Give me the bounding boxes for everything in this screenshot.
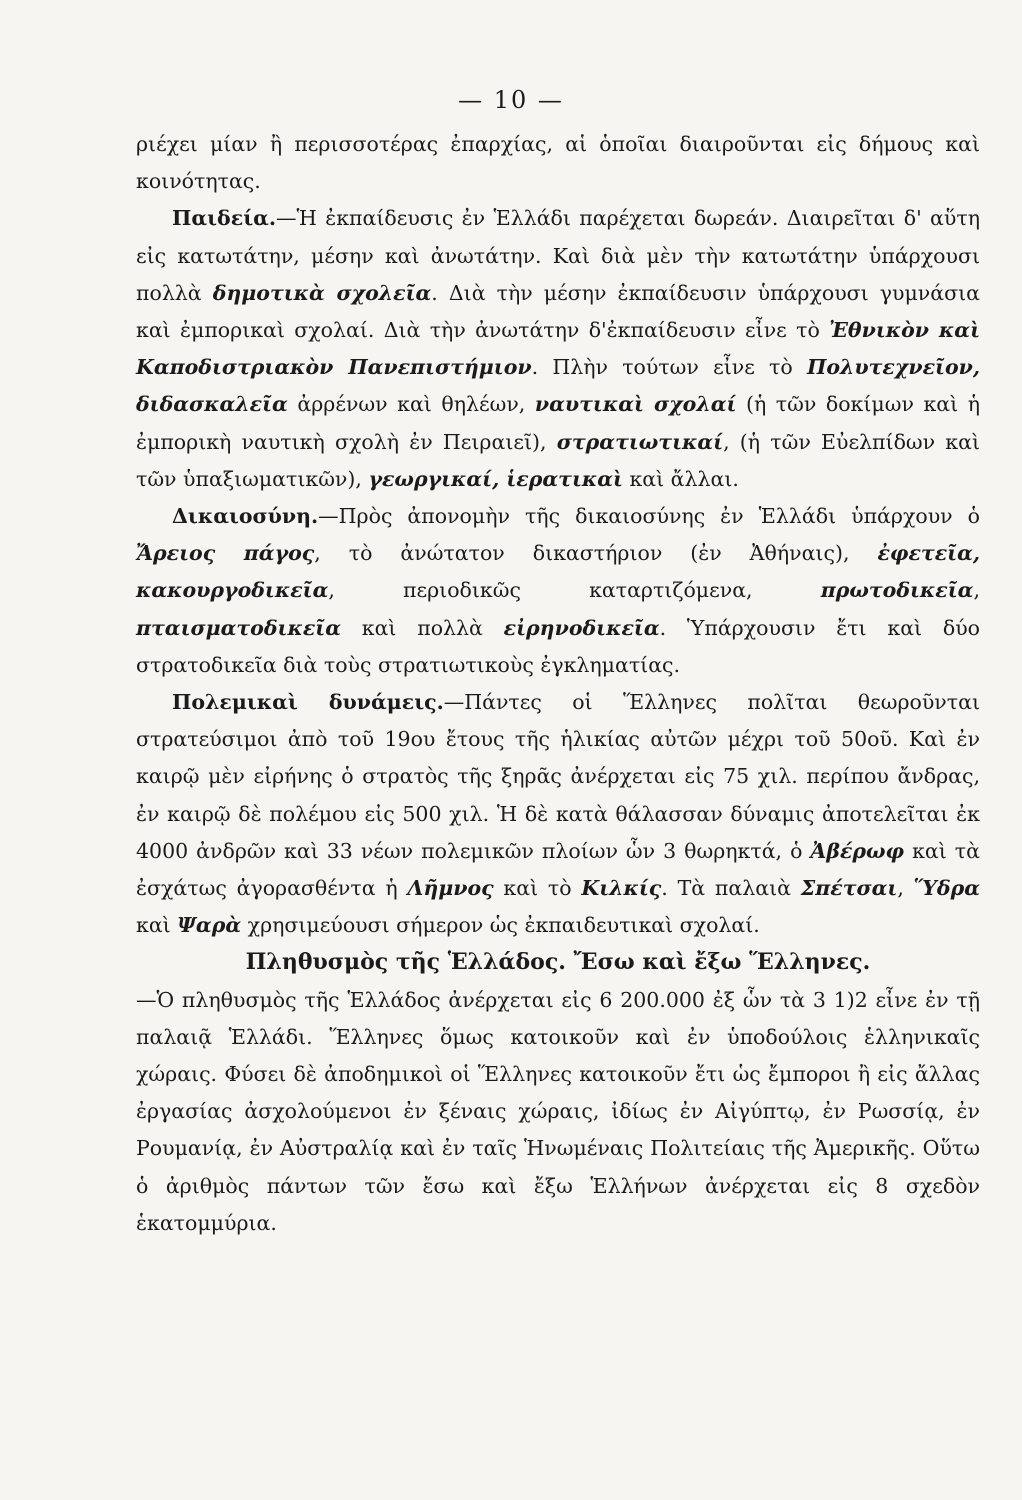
- page-number: — 10 —: [458, 86, 564, 114]
- dikaiosyni-paragraph: Δικαιοσύνη.—Πρὸς ἀπονομὴν τῆς δικαιοσύνης ἐν Ἑλλάδι ὑπάρχουν ὁ Ἄρειος πάγος, τὸ ἀνώτατον δικαστήριον (ἐν Ἀθήναις), ἐφετεῖα, κακουργοδικεῖα, περιοδικῶς καταρτιζόμενα, πρωτοδικεῖα, πταισματοδικεῖα καὶ πολλὰ εἰρηνοδικεῖα. Ὑπάρχουσιν ἔτι καὶ δύο στρατοδικεῖα διὰ τοὺς στρατιωτικοὺς ἐγκληματίας.: [136, 504, 980, 677]
- section-heading-polemikai: Πολεμικαὶ δυνάμεις.: [172, 690, 444, 715]
- page-body: [136, 126, 980, 1242]
- section-heading-paideia: Παιδεία.: [172, 206, 277, 231]
- polemikai-paragraph: Πολεμικαὶ δυνάμεις.—Πάντες οἱ Ἕλληνες πολῖται θεωροῦνται στρατεύσιμοι ἀπὸ τοῦ 19ου ἔτους τῆς ἡλικίας αὐτῶν μέχρι τοῦ 50οῦ. Καὶ ἐν καιρῷ μὲν εἰρήνης ὁ στρατὸς τῆς ξηρᾶς ἀνέρχεται εἰς 75 χιλ. περίπου ἄνδρας, ἐν καιρῷ δὲ πολέμου εἰς 500 χιλ. Ἡ δὲ κατὰ θάλασσαν δύναμις ἀποτελεῖται ἐκ 4000 ἀνδρῶν καὶ 33 νέων πολεμικῶν πλοίων ὧν 3 θωρηκτά, ὁ Ἀβέρωφ καὶ τὰ ἐσχάτως ἀγορασθέντα ἡ Λῆμνος καὶ τὸ Κιλκίς. Τὰ παλαιὰ Σπέτσαι, Ὕδρα καὶ Ψαρὰ χρησιμεύουσι σήμερον ὡς ἐκπαιδευτικαὶ σχολαί.: [136, 690, 980, 938]
- plithysmos-paragraph: —Ὁ πληθυσμὸς τῆς Ἑλλάδος ἀνέρχεται εἰς 6 200.000 ἐξ ὧν τὰ 3 1)2 εἶνε ἐν τῇ παλαιᾷ Ἑλλάδι. Ἕλληνες ὅμως κατοικοῦν καὶ ἐν ὑποδούλοις ἑλληνικαῖς χώραις. Φύσει δὲ ἀποδημικοὶ οἱ Ἕλληνες κατοικοῦν ἔτι ὡς ἔμποροι ἢ εἰς ἄλλας ἐργασίας ἀσχολούμενοι ἐν ξέναις χώραις, ἰδίως ἐν Αἰγύπτῳ, ἐν Ρωσσίᾳ, ἐν Ρουμανίᾳ, ἐν Αὐστραλίᾳ καὶ ἐν ταῖς Ἡνωμέναις Πολιτείαις τῆς Ἀμερικῆς. Οὕτω ὁ ἀριθμὸς πάντων τῶν ἔσω καὶ ἔξω Ἑλλήνων ἀνέρχεται εἰς 8 σχεδὸν ἑκατομμύρια.: [136, 987, 980, 1235]
- paideia-paragraph: Παιδεία.—Ἡ ἐκπαίδευσις ἐν Ἑλλάδι παρέχεται δωρεάν. Διαιρεῖται δ' αὕτη εἰς κατωτάτην, μέσην καὶ ἀνωτάτην. Καὶ διὰ μὲν τὴν κατωτάτην ὑπάρχουσι πολλὰ δημοτικὰ σχολεῖα. Διὰ τὴν μέσην ἐκπαίδευσιν ὑπάρχουσι γυμνάσια καὶ ἐμπορικαὶ σχολαί. Διὰ τὴν ἀνωτάτην δ'ἐκπαίδευσιν εἶνε τὸ Ἐθνικὸν καὶ Καποδιστριακὸν Πανεπιστήμιον. Πλὴν τούτων εἶνε τὸ Πολυτεχνεῖον, διδασκαλεῖα ἀρρένων καὶ θηλέων, ναυτικαὶ σχολαί (ἡ τῶν δοκίμων καὶ ἡ ἐμπορικὴ ναυτικὴ σχολὴ ἐν Πειραιεῖ), στρατιωτικαί, (ἡ τῶν Εὐελπίδων καὶ τῶν ὑπαξιωματικῶν), γεωργικαί, ἱερατικαὶ καὶ ἄλλαι.: [136, 206, 980, 491]
- intro-paragraph: ριέχει μίαν ἢ περισσοτέρας ἐπαρχίας, αἱ ὁποῖαι διαιροῦνται εἰς δήμους καὶ κοινότητας.: [136, 132, 980, 194]
- section-heading-plithysmos: Πληθυσμὸς τῆς Ἑλλάδος. Ἔσω καὶ ἔξω Ἕλληνες.: [245, 949, 871, 976]
- section-heading-dikaiosyni: Δικαιοσύνη.: [172, 504, 319, 529]
